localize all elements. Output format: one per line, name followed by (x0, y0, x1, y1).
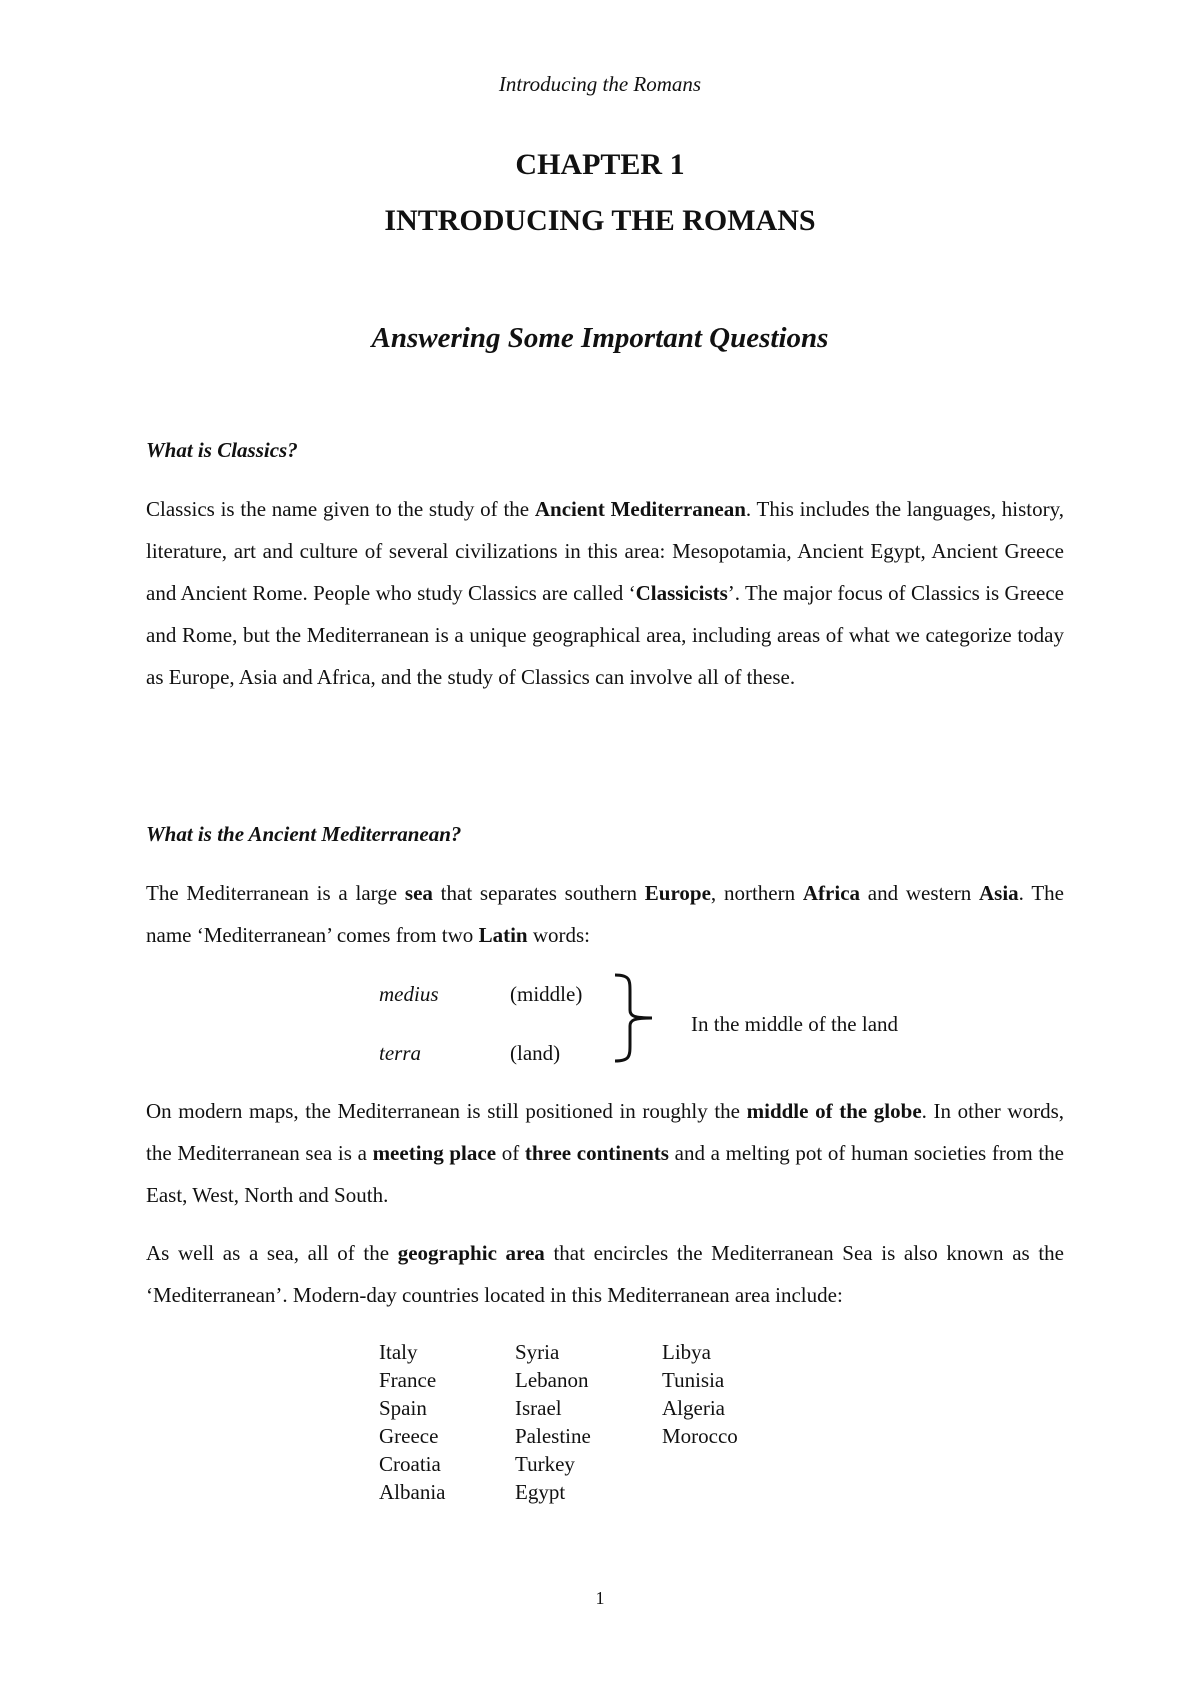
country-item: Egypt (515, 1480, 566, 1504)
country-item: Croatia (379, 1452, 441, 1476)
country-item: Morocco (662, 1424, 738, 1448)
country-item: Turkey (515, 1452, 575, 1476)
paragraph-middle-of-globe: On modern maps, the Mediterranean is still positioned in roughly the middle of the globe. In other words, the Mediterranean sea is a meeting place of three continents and a melting pot of human societies from the East, West, North and South. (146, 1099, 1064, 1207)
country-item: Algeria (662, 1396, 725, 1420)
country-item: France (379, 1368, 437, 1392)
latin-word-medius: medius (379, 982, 439, 1006)
country-item: Italy (379, 1340, 418, 1364)
question-heading-classics: What is Classics? (146, 438, 298, 462)
country-item: Spain (379, 1396, 427, 1420)
country-item: Israel (515, 1396, 562, 1420)
latin-word-terra: terra (379, 1041, 421, 1065)
page-number: 1 (595, 1588, 605, 1608)
question-heading-mediterranean: What is the Ancient Mediterranean? (146, 822, 462, 846)
country-item: Greece (379, 1424, 439, 1448)
section-subtitle: Answering Some Important Questions (371, 322, 829, 354)
country-item: Lebanon (515, 1368, 589, 1392)
country-item (662, 1478, 782, 1506)
combined-meaning: In the middle of the land (691, 1012, 899, 1036)
chapter-number: CHAPTER 1 (515, 148, 685, 181)
country-list (379, 1338, 782, 1506)
paragraph-classics: Classics is the name given to the study of the Ancient Mediterranean. This includes the languages, history, literature, art and culture of several civilizations in this area: Mesopotamia, Ancient Egypt, Ancient Greece and Ancient Rome. People who study Classics are called ‘Classicists’. The major focus of Classics is Greece and Rome, but the Mediterranean is a unique geographical area, including areas of what we categorize today as Europe, Asia and Africa, and the study of Classics can involve all of these. (146, 497, 1064, 689)
chapter-title: INTRODUCING THE ROMANS (384, 204, 816, 237)
meaning-middle: (middle) (510, 982, 583, 1006)
running-header: Introducing the Romans (498, 72, 702, 96)
country-item (662, 1450, 782, 1478)
right-brace-icon (612, 972, 658, 1064)
country-item: Libya (662, 1340, 711, 1364)
paragraph-mediterranean-sea: The Mediterranean is a large sea that separates southern Europe, northern Africa and western Asia. The name ‘Mediterranean’ comes from two Latin words: (146, 881, 1064, 947)
country-item: Tunisia (662, 1368, 725, 1392)
meaning-land: (land) (510, 1041, 561, 1065)
country-item: Albania (379, 1480, 446, 1504)
country-item: Palestine (515, 1424, 591, 1448)
paragraph-geographic-area: As well as a sea, all of the geographic area that encircles the Mediterranean Sea is also known as the ‘Mediterranean’. Modern-day countries located in this Mediterranean area include: (146, 1241, 1064, 1307)
country-item: Syria (515, 1340, 560, 1364)
